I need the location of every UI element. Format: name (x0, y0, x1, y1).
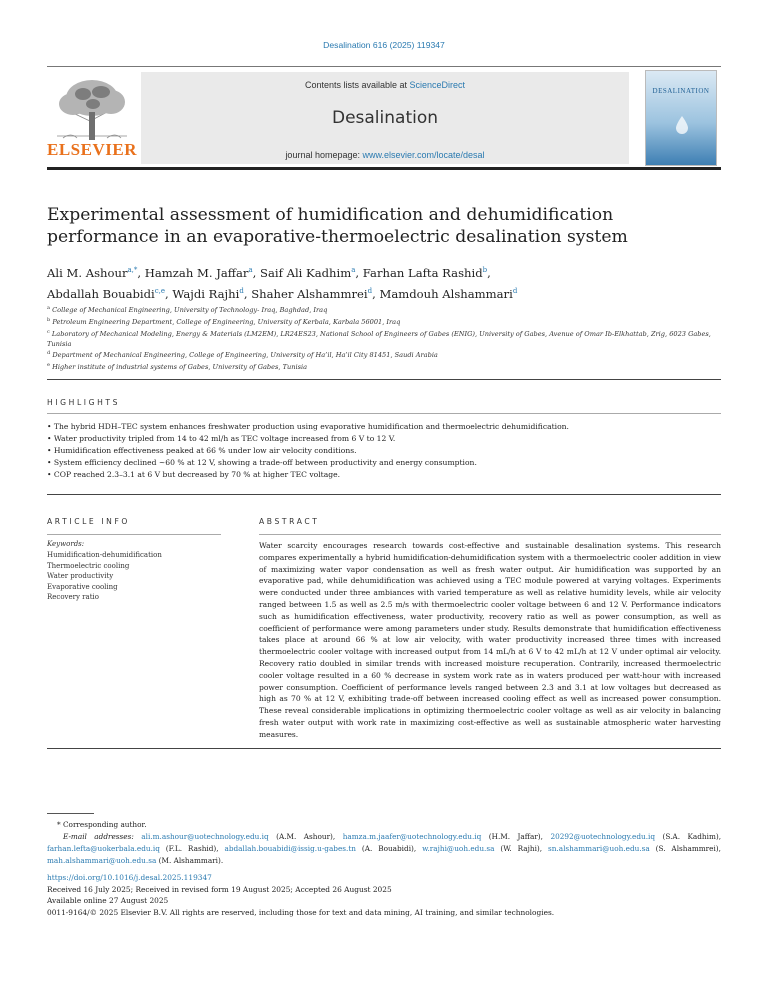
keywords-label: Keywords: (47, 540, 85, 548)
email-owner: (S. Alshammrei), (655, 844, 721, 853)
contents-prefix: Contents lists available at (304, 80, 410, 90)
email-link[interactable]: ali.m.ashour@uotechnology.edu.iq (141, 832, 269, 841)
email-link[interactable]: hamza.m.jaafer@uotechnology.edu.iq (342, 832, 482, 841)
affiliation (47, 361, 721, 373)
keyword: Thermoelectric cooling (47, 561, 130, 570)
author-separator: , (252, 265, 261, 280)
publication-info (47, 872, 721, 918)
article-info-rule (47, 534, 221, 535)
footnote-rule (47, 813, 94, 814)
author-affiliation-marker[interactable]: a (248, 266, 253, 274)
affiliation-key: d (47, 350, 51, 357)
author-affiliation-marker[interactable]: c,e (154, 286, 166, 295)
highlights-heading: HIGHLIGHTS (47, 398, 121, 407)
homepage-prefix: journal homepage: (285, 150, 363, 160)
author-separator: , (372, 286, 380, 301)
elsevier-tree-icon (53, 76, 131, 142)
keyword: Water productivity (47, 572, 114, 581)
cover-title: DESALINATION (652, 87, 710, 95)
email-link[interactable]: mah.alshammari@uoh.edu.sa (47, 856, 157, 865)
author[interactable]: Shaher Alshammrei (251, 286, 368, 301)
contents-line (141, 80, 629, 90)
affiliation-text: Laboratory of Mechanical Modeling, Energy & Materials (LM2EM), LR24ES23, National School of Engineers of Gabes (ENIG), University of Gabes, Avenue of Omar Ib-Elkhattab, Zrig, 6023 Gabes, Tunisia (47, 329, 711, 348)
affiliation-key: b (47, 316, 51, 323)
article-title-line-1: Experimental assessment of humidification and dehumidification (47, 205, 614, 225)
affiliation-text: Department of Mechanical Engineering, College of Engineering, University of Ha’il, Ha’il City 81451, Saudi Arabia (52, 351, 438, 360)
keywords-list (47, 550, 227, 603)
water-drop-icon (674, 115, 690, 135)
author[interactable]: Abdallah Bouabidi (47, 286, 155, 301)
affiliation-key: e (47, 362, 50, 369)
affiliation (47, 349, 721, 361)
article-title (47, 204, 647, 248)
author-affiliation-marker[interactable]: d (239, 286, 244, 295)
author[interactable]: Hamzah M. Jaffar (144, 265, 249, 280)
highlights-rule (47, 413, 721, 414)
author-affiliation-marker[interactable]: b (482, 266, 488, 274)
affiliation-key: c (47, 328, 50, 335)
email-owner: (H.M. Jaffar), (488, 832, 543, 841)
author-separator: , (355, 265, 363, 280)
email-owner: (M. Alshammari). (158, 856, 224, 865)
author[interactable]: Wajdi Rajhi (172, 286, 240, 301)
available-online-date: Available online 27 August 2025 (47, 896, 169, 906)
author-separator: , (487, 265, 491, 280)
abstract-heading: ABSTRACT (259, 517, 320, 526)
abstract-text: Water scarcity encourages research towards cost-effective and sustainable desalination systems. This research compares experimentally a hybrid humidification-dehumidification system with a thermoelectric cooler addition in view of maximizing water vapor condensation as well as fresh water output. Air humidification was supported by an evaporative pad, while dehumidification was achieved using a TEC module powered at varying voltages. Experiments were conducted under three ambiances with varied temperature as well as relative humidity levels, while air velocity ranged between 1.5 as well as 2.5 m/s with thermoelectric cooler voltage between 6 and 12 V. Performance indicators such as humidification effectiveness, water productivity, recovery ratio as well as power consumption, as well as coefficient of performance were among parameters under study. Results demonstrate that humidification effectiveness takes place at around 66 % at low air velocity, with water productivity increased three times with increased thermoelectric cooler voltage with increased output from 14 mL/h at 6 V to 42 mL/h at 12 V under optimal air velocity. Recovery ratio doubled in similar trends with increased moisture recuperation. Contrarily, increased thermoelectric cooler voltage resulted in a 60 % decrease in system work rate as in waters produced per watt-hour with increased power consumption. Coefficient of performance levels ranged between 2.3 and 3.1 at low voltages but decreased as high as 70 % at 12 V, exhibiting trade-off between increased cooling effect as well as increased power consumption. These reveal considerable implications in optimizing thermoelectric cooler voltage as well as air velocity in balancing fresh water output with work rate in maximizing cost-effective as well as sustainable atmospheric water harvesting measures. (259, 541, 721, 739)
author[interactable]: Ali M. Ashour (47, 265, 128, 280)
author-separator: , (243, 286, 252, 301)
elsevier-logo[interactable] (47, 72, 137, 166)
affiliation-text: College of Mechanical Engineering, University of Technology- Iraq, Baghdad, Iraq (52, 306, 328, 315)
abstract-rule (259, 534, 721, 535)
masthead-top-rule (47, 66, 721, 67)
email-owner: (A.M. Ashour), (276, 832, 336, 841)
highlights-list (47, 421, 721, 481)
highlight-item: • COP reached 2.3–3.1 at 6 V but decreased by 70 % at higher TEC voltage. (47, 469, 721, 481)
copyright-notice: 0011-9164/© 2025 Elsevier B.V. All rights are reserved, including those for text and data mining, AI training, and similar technologies. (47, 907, 555, 917)
highlight-item: • The hybrid HDH–TEC system enhances freshwater production using evaporative humidification and thermoelectric dehumidification. (47, 421, 721, 433)
affiliation (47, 328, 721, 350)
section-divider (47, 748, 721, 749)
keyword: Recovery ratio (47, 593, 99, 602)
affiliation-text: Higher institute of industrial systems of Gabes, University of Gabes, Tunisia (52, 363, 308, 372)
email-link[interactable]: w.rajhi@uoh.edu.sa (422, 844, 495, 853)
corresponding-author-note (47, 819, 721, 831)
keyword: Evaporative cooling (47, 582, 118, 591)
footnotes (47, 819, 721, 867)
author-separator: , (165, 286, 173, 301)
email-owner: (A. Bouabidi), (361, 844, 417, 853)
email-owner: (F.L. Rashid), (165, 844, 219, 853)
author-affiliation-marker[interactable]: d (367, 286, 373, 295)
email-label: E-mail addresses: (63, 832, 134, 841)
affiliation-key: a (47, 305, 50, 311)
author-list (47, 261, 717, 303)
elsevier-wordmark: ELSEVIER (47, 140, 137, 159)
author[interactable]: Mamdouh Alshammari (379, 286, 513, 301)
section-divider (47, 494, 721, 495)
affiliation (47, 304, 721, 316)
highlight-item: • System efficiency declined ~60 % at 12 V, showing a trade-off between productivity and energy consumption. (47, 457, 721, 469)
article-info-heading: ARTICLE INFO (47, 517, 131, 526)
section-divider (47, 379, 721, 380)
affiliation-list (47, 304, 721, 373)
author[interactable]: Saif Ali Kadhim (260, 265, 352, 280)
email-link[interactable]: farhan.lefta@uokerbala.edu.iq (47, 844, 160, 853)
affiliation-text: Petroleum Engineering Department, College of Engineering, University of Kerbala, Karbala 56001, Iraq (52, 318, 401, 327)
sciencedirect-link[interactable]: ScienceDirect (409, 80, 466, 90)
journal-cover-thumbnail[interactable] (645, 70, 717, 166)
journal-name: Desalination (331, 108, 439, 128)
article-title-line-2: performance in an evaporative-thermoelectric desalination system (47, 227, 628, 247)
corresponding-author-text: Corresponding author. (62, 820, 147, 829)
email-link[interactable]: abdallah.bouabidi@issig.u-gabes.tn (224, 844, 356, 853)
journal-homepage-link[interactable]: www.elsevier.com/locate/desal (362, 150, 485, 160)
affiliation (47, 316, 721, 328)
highlight-item: • Humidification effectiveness peaked at 66 % under low air velocity conditions. (47, 445, 721, 457)
asterisk-marker: * (57, 820, 63, 829)
author-affiliation-marker[interactable]: d (512, 286, 518, 295)
email-owner: (W. Rajhi), (500, 844, 543, 853)
email-owner: (S.A. Kadhim), (662, 832, 722, 841)
author-affiliation-marker[interactable]: a (351, 266, 356, 274)
highlight-item: • Water productivity tripled from 14 to 42 ml/h as TEC voltage increased from 6 V to 12 V. (47, 433, 721, 445)
author-separator: , (137, 265, 145, 280)
journal-masthead (47, 66, 721, 170)
received-dates: Received 16 July 2025; Received in revised form 19 August 2025; Accepted 26 August 2025 (47, 884, 392, 894)
keyword: Humidification-dehumidification (47, 551, 162, 559)
journal-citation[interactable]: Desalination 616 (2025) 119347 (323, 40, 445, 50)
email-addresses (47, 831, 721, 867)
author[interactable]: Farhan Lafta Rashid (362, 265, 483, 280)
email-link[interactable]: sn.alshammari@uoh.edu.sa (547, 844, 650, 853)
homepage-line (141, 150, 629, 160)
masthead-bottom-rule (47, 167, 721, 170)
doi-link[interactable]: https://doi.org/10.1016/j.desal.2025.119347 (47, 873, 212, 882)
journal-info-box (141, 72, 629, 164)
author-affiliation-marker[interactable]: a,* (127, 266, 138, 274)
email-link[interactable]: 20292@uotechnology.edu.iq (550, 832, 656, 841)
